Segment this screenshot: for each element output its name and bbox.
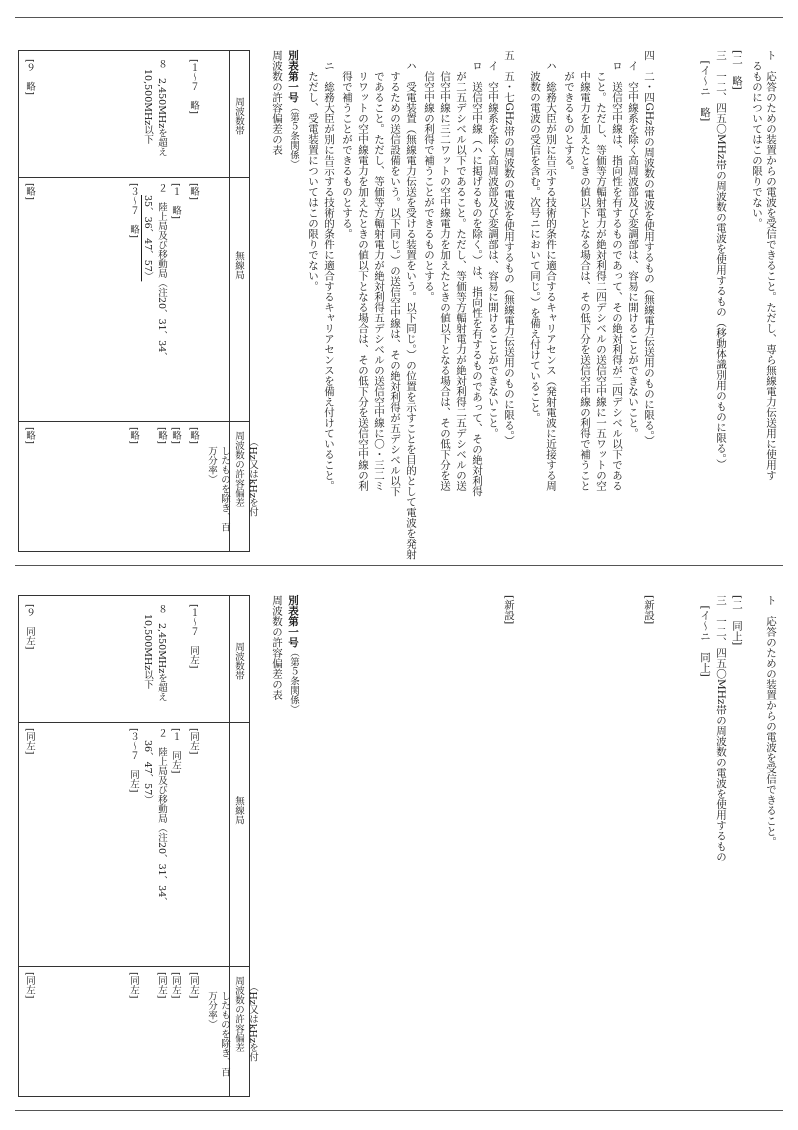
appendix-heading-ref: （第５条関係） <box>288 647 299 714</box>
row2-station-4: [３～７ 同左] <box>128 728 139 793</box>
text-line: ロ 送信空中線は、指向性を有するものであって、その絶対利得が二四デシベル以下である <box>611 50 623 491</box>
row2-frequency: ８ 2,450MHzを超え <box>156 604 167 702</box>
appendix-heading <box>286 595 300 714</box>
text-line: ト 応答のための装置からの電波を受信できること。ただし、専ら無線電力伝送用に使用す <box>765 50 777 481</box>
text-line: 五 五・七GHz帯の周波数の電波を使用するもの（無線電力伝送用のものに限る。） <box>503 50 515 446</box>
text-line: ができるものとする。 <box>563 50 575 176</box>
bottom-border <box>15 1110 783 1111</box>
text-line: ハ 受電装置（無線電力伝送を受ける装置をいう。以下同じ。）の位置を示すことを目的として電波を発射 <box>405 50 417 560</box>
row1-tolerance: [同左] <box>188 972 199 999</box>
row2-frequency-2: 10,500MHz以下 <box>142 614 153 690</box>
row2-station-2: ２ 陸上局及び移動局（注20、31、34、 <box>156 728 167 907</box>
row2-tolerance-2: [略] <box>156 427 167 444</box>
header-frequency-band: 周波数帯 <box>233 97 244 135</box>
header-tolerance-2: （Hz又はkHzを付 <box>247 437 258 517</box>
row2-frequency: ８ 2,450MHzを超え <box>156 59 167 157</box>
text-line: ロ 送信空中線（ハに掲げるものを除く。）は、指向性を有するものであって、その絶対利得 <box>471 50 483 497</box>
text-line: [二 同上] <box>731 595 743 646</box>
row3-tolerance: [略] <box>24 427 35 444</box>
header-tolerance: 周波数の許容偏差 <box>233 431 244 507</box>
row2-tolerance-1: [略] <box>170 427 181 444</box>
table-title: 周波数の許容偏差の表 <box>271 595 283 700</box>
text-line: 三 一二、四五〇MHz帯の周波数の電波を使用するもの <box>715 595 727 862</box>
text-line: 波数の電波の受信を含む。次号ニにおいて同じ。）を備え付けていること。 <box>529 50 541 423</box>
row3-station: [同左] <box>24 728 35 755</box>
row2-tolerance-1: [同左] <box>170 972 181 999</box>
header-tolerance-4: 万分率） <box>206 991 217 1029</box>
header-station: 無線局 <box>233 796 244 825</box>
text-line: であること。ただし、等価等方輻射電力が絶対利得五デシベルの送信空中線に〇・三二ミ <box>373 50 385 491</box>
text-line: こと。ただし、等価等方輻射電力が絶対利得二四デシベルの送信空中線に一五ワットの空 <box>595 50 607 491</box>
appendix-heading-ref: （第５条関係） <box>288 102 299 169</box>
text-line: [イ～ニ 略] <box>699 50 711 122</box>
new-provision-5: [新設] <box>503 595 515 625</box>
text-line: ハ 総務大臣が別に告示する技術的条件に適合するキャリアセンス（発射電波に近接する周 <box>545 50 557 491</box>
row1-tolerance: [略] <box>188 427 199 444</box>
text-line: 信空中線の利得で補うことができるものとする。 <box>423 50 435 302</box>
text-line: ニ 総務大臣が別に告示する技術的条件に適合するキャリアセンスを備え付けていること。 <box>323 50 335 491</box>
row2-station-1: [１ 同左] <box>170 728 181 774</box>
row2-station-2: ２ 陸上局及び移動局（注20、31、34、 <box>156 183 167 362</box>
row2-tolerance-2: [同左] <box>156 972 167 999</box>
appendix-heading <box>286 50 300 169</box>
appendix-heading-bold: 別表第一号 <box>287 50 299 103</box>
header-tolerance: 周波数の許容偏差 <box>233 976 244 1052</box>
text-line: 信空中線に三二ワットの空中線電力を加えたときの値以下となる場合は、その低下分を送 <box>439 50 451 491</box>
row2-tolerance-3: [同左] <box>128 972 139 999</box>
row2-station-1: [１ 略] <box>170 183 181 219</box>
top-border <box>15 17 783 18</box>
text-line: [二 略] <box>731 50 743 90</box>
row1-frequency: [１～７ 略] <box>188 59 199 114</box>
row2-tolerance-3: [略] <box>128 427 139 444</box>
text-line: 得で補うことができるものとする。 <box>341 50 353 239</box>
row3-frequency: [９ 略] <box>24 59 35 95</box>
appendix-heading-bold: 別表第一号 <box>287 595 299 648</box>
header-tolerance-2: （Hz又はkHzを付 <box>247 982 258 1062</box>
row1-frequency: [１～７ 同左] <box>188 604 199 669</box>
text-line: 中線電力を加えたときの値以下となる場合は、その低下分を送信空中線の利得で補うこと <box>579 50 591 491</box>
row2-frequency-2: 10,500MHz以下 <box>142 69 153 145</box>
row1-station: [同左] <box>188 728 199 755</box>
text-line: イ 空中線系を除く高周波部及び変調部は、容易に開けることができないこと。 <box>627 50 639 439</box>
row2-station-3: 35、36、47、57） <box>142 195 153 282</box>
new-provision-4: [新設] <box>643 595 655 625</box>
section-divider <box>15 565 783 566</box>
text-line: 四 二・四GHz帯の周波数の電波を使用するもの（無線電力伝送用のものに限る。） <box>643 50 655 446</box>
text-line: リワットの空中線電力を加えたときの値以下となる場合は、その低下分を送信空中線の利 <box>357 50 369 491</box>
text-line: るものについてはこの限りでない。 <box>751 50 763 229</box>
header-tolerance-4: 万分率） <box>206 446 217 484</box>
header-tolerance-3: したものを除き、百 <box>219 446 230 532</box>
header-tolerance-3: したものを除き、百 <box>219 991 230 1077</box>
header-frequency-band: 周波数帯 <box>233 642 244 680</box>
text-line: ただし、受電装置についてはこの限りでない。 <box>307 50 319 292</box>
text-line: が二五デシベル以下であること。ただし、等価等方輻射電力が絶対利得二五デシベルの送 <box>455 50 467 491</box>
text-line: [イ～ニ 同上] <box>699 595 711 677</box>
header-station: 無線局 <box>233 251 244 280</box>
text-line: するための送信設備をいう。以下同じ。）の送信空中線は、その絶対利得が五デシベル以下 <box>389 50 401 497</box>
text-line: ト 応答のための装置からの電波を受信できること。 <box>765 595 777 847</box>
row2-station-4: [３～７ 略] <box>128 183 139 238</box>
row1-station: [略] <box>188 183 199 200</box>
row3-station: [略] <box>24 183 35 200</box>
table-title: 周波数の許容偏差の表 <box>271 50 283 155</box>
row3-frequency: [９ 同左] <box>24 604 35 650</box>
text-line: イ 空中線系を除く高周波部及び変調部は、容易に開けることができないこと。 <box>487 50 499 439</box>
row2-station-3: 36、47、57） <box>142 740 153 805</box>
row3-tolerance: [同左] <box>24 972 35 999</box>
text-line: 三 一二、四五〇MHz帯の周波数の電波を使用するもの（移動体識別用のものに限る。） <box>715 50 727 470</box>
